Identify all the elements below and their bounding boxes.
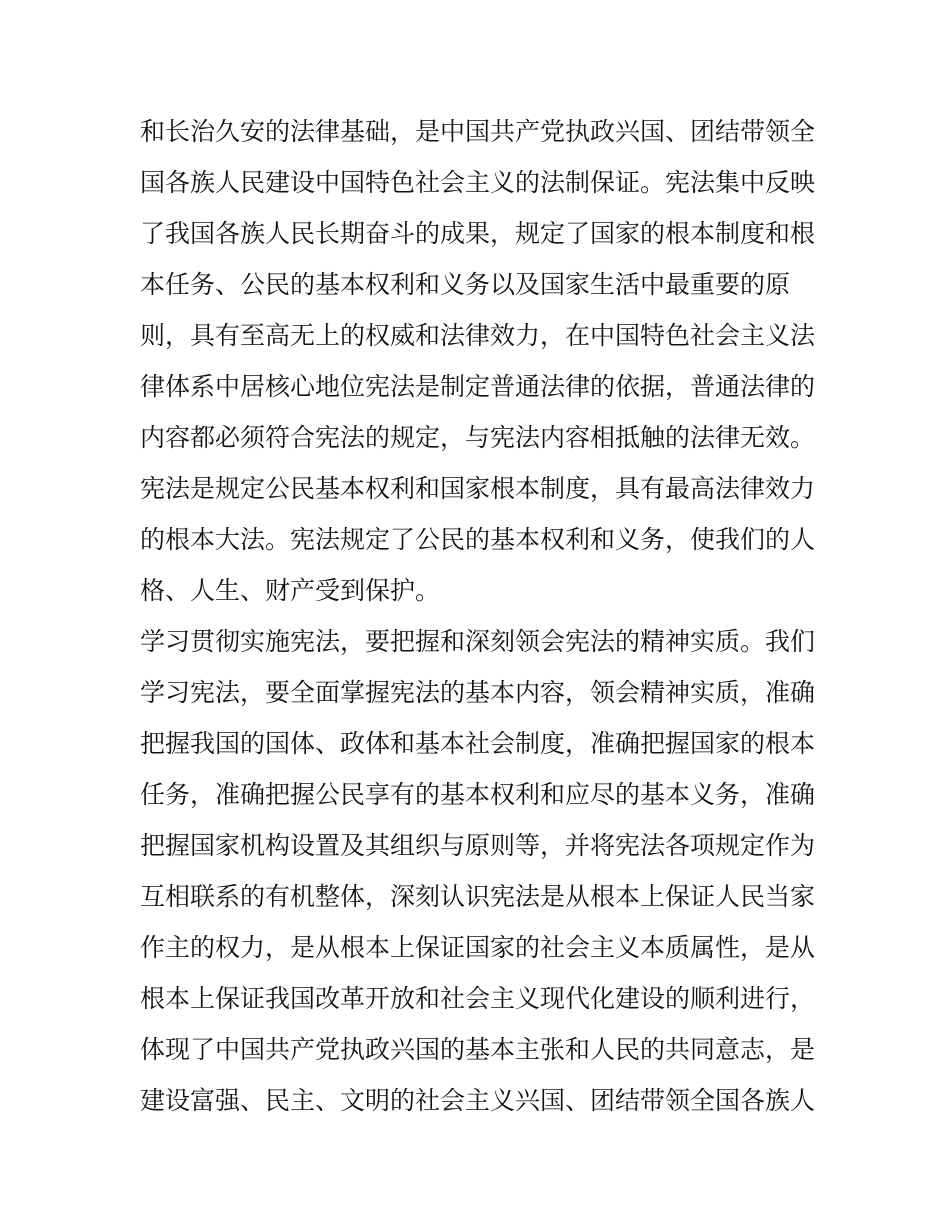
text-line-16: 互相联系的有机整体，深刻认识宪法是从根本上保证人民当家 (140, 882, 816, 911)
text-line-11: 学习贯彻实施宪法，要把握和深刻领会宪法的精神实质。我们 (140, 627, 816, 656)
document-body (140, 106, 820, 1126)
text-line-8: 宪法是规定公民基本权利和国家根本制度，具有最高法律效力 (140, 474, 816, 503)
text-line-18: 根本上保证我国改革开放和社会主义现代化建设的顺利进行， (140, 984, 816, 1013)
text-line-13: 把握我国的国体、政体和基本社会制度，准确把握国家的根本 (140, 729, 816, 758)
text-line-15: 把握国家机构设置及其组织与原则等，并将宪法各项规定作为 (140, 831, 816, 860)
text-line-5: 则，具有至高无上的权威和法律效力，在中国特色社会主义法 (140, 321, 816, 350)
text-line-9: 的根本大法。宪法规定了公民的基本权利和义务，使我们的人 (140, 525, 816, 554)
text-line-12: 学习宪法，要全面掌握宪法的基本内容，领会精神实质，准确 (140, 678, 816, 707)
text-line-3: 了我国各族人民长期奋斗的成果，规定了国家的根本制度和根 (140, 219, 816, 248)
text-line-20: 建设富强、民主、文明的社会主义兴国、团结带领全国各族人 (140, 1086, 816, 1115)
text-line-10: 格、人生、财产受到保护。 (140, 576, 441, 605)
text-line-2: 国各族人民建设中国特色社会主义的法制保证。宪法集中反映 (140, 168, 816, 197)
text-line-14: 任务，准确把握公民享有的基本权利和应尽的基本义务，准确 (140, 780, 816, 809)
text-line-6: 律体系中居核心地位宪法是制定普通法律的依据，普通法律的 (140, 372, 816, 401)
text-line-7: 内容都必须符合宪法的规定，与宪法内容相抵触的法律无效。 (140, 423, 816, 452)
text-line-19: 体现了中国共产党执政兴国的基本主张和人民的共同意志，是 (140, 1035, 816, 1064)
text-line-17: 作主的权力，是从根本上保证国家的社会主义本质属性，是从 (140, 933, 816, 962)
text-line-4: 本任务、公民的基本权利和义务以及国家生活中最重要的原 (140, 270, 791, 299)
text-line-1: 和长治久安的法律基础，是中国共产党执政兴国、团结带领全 (140, 117, 816, 146)
